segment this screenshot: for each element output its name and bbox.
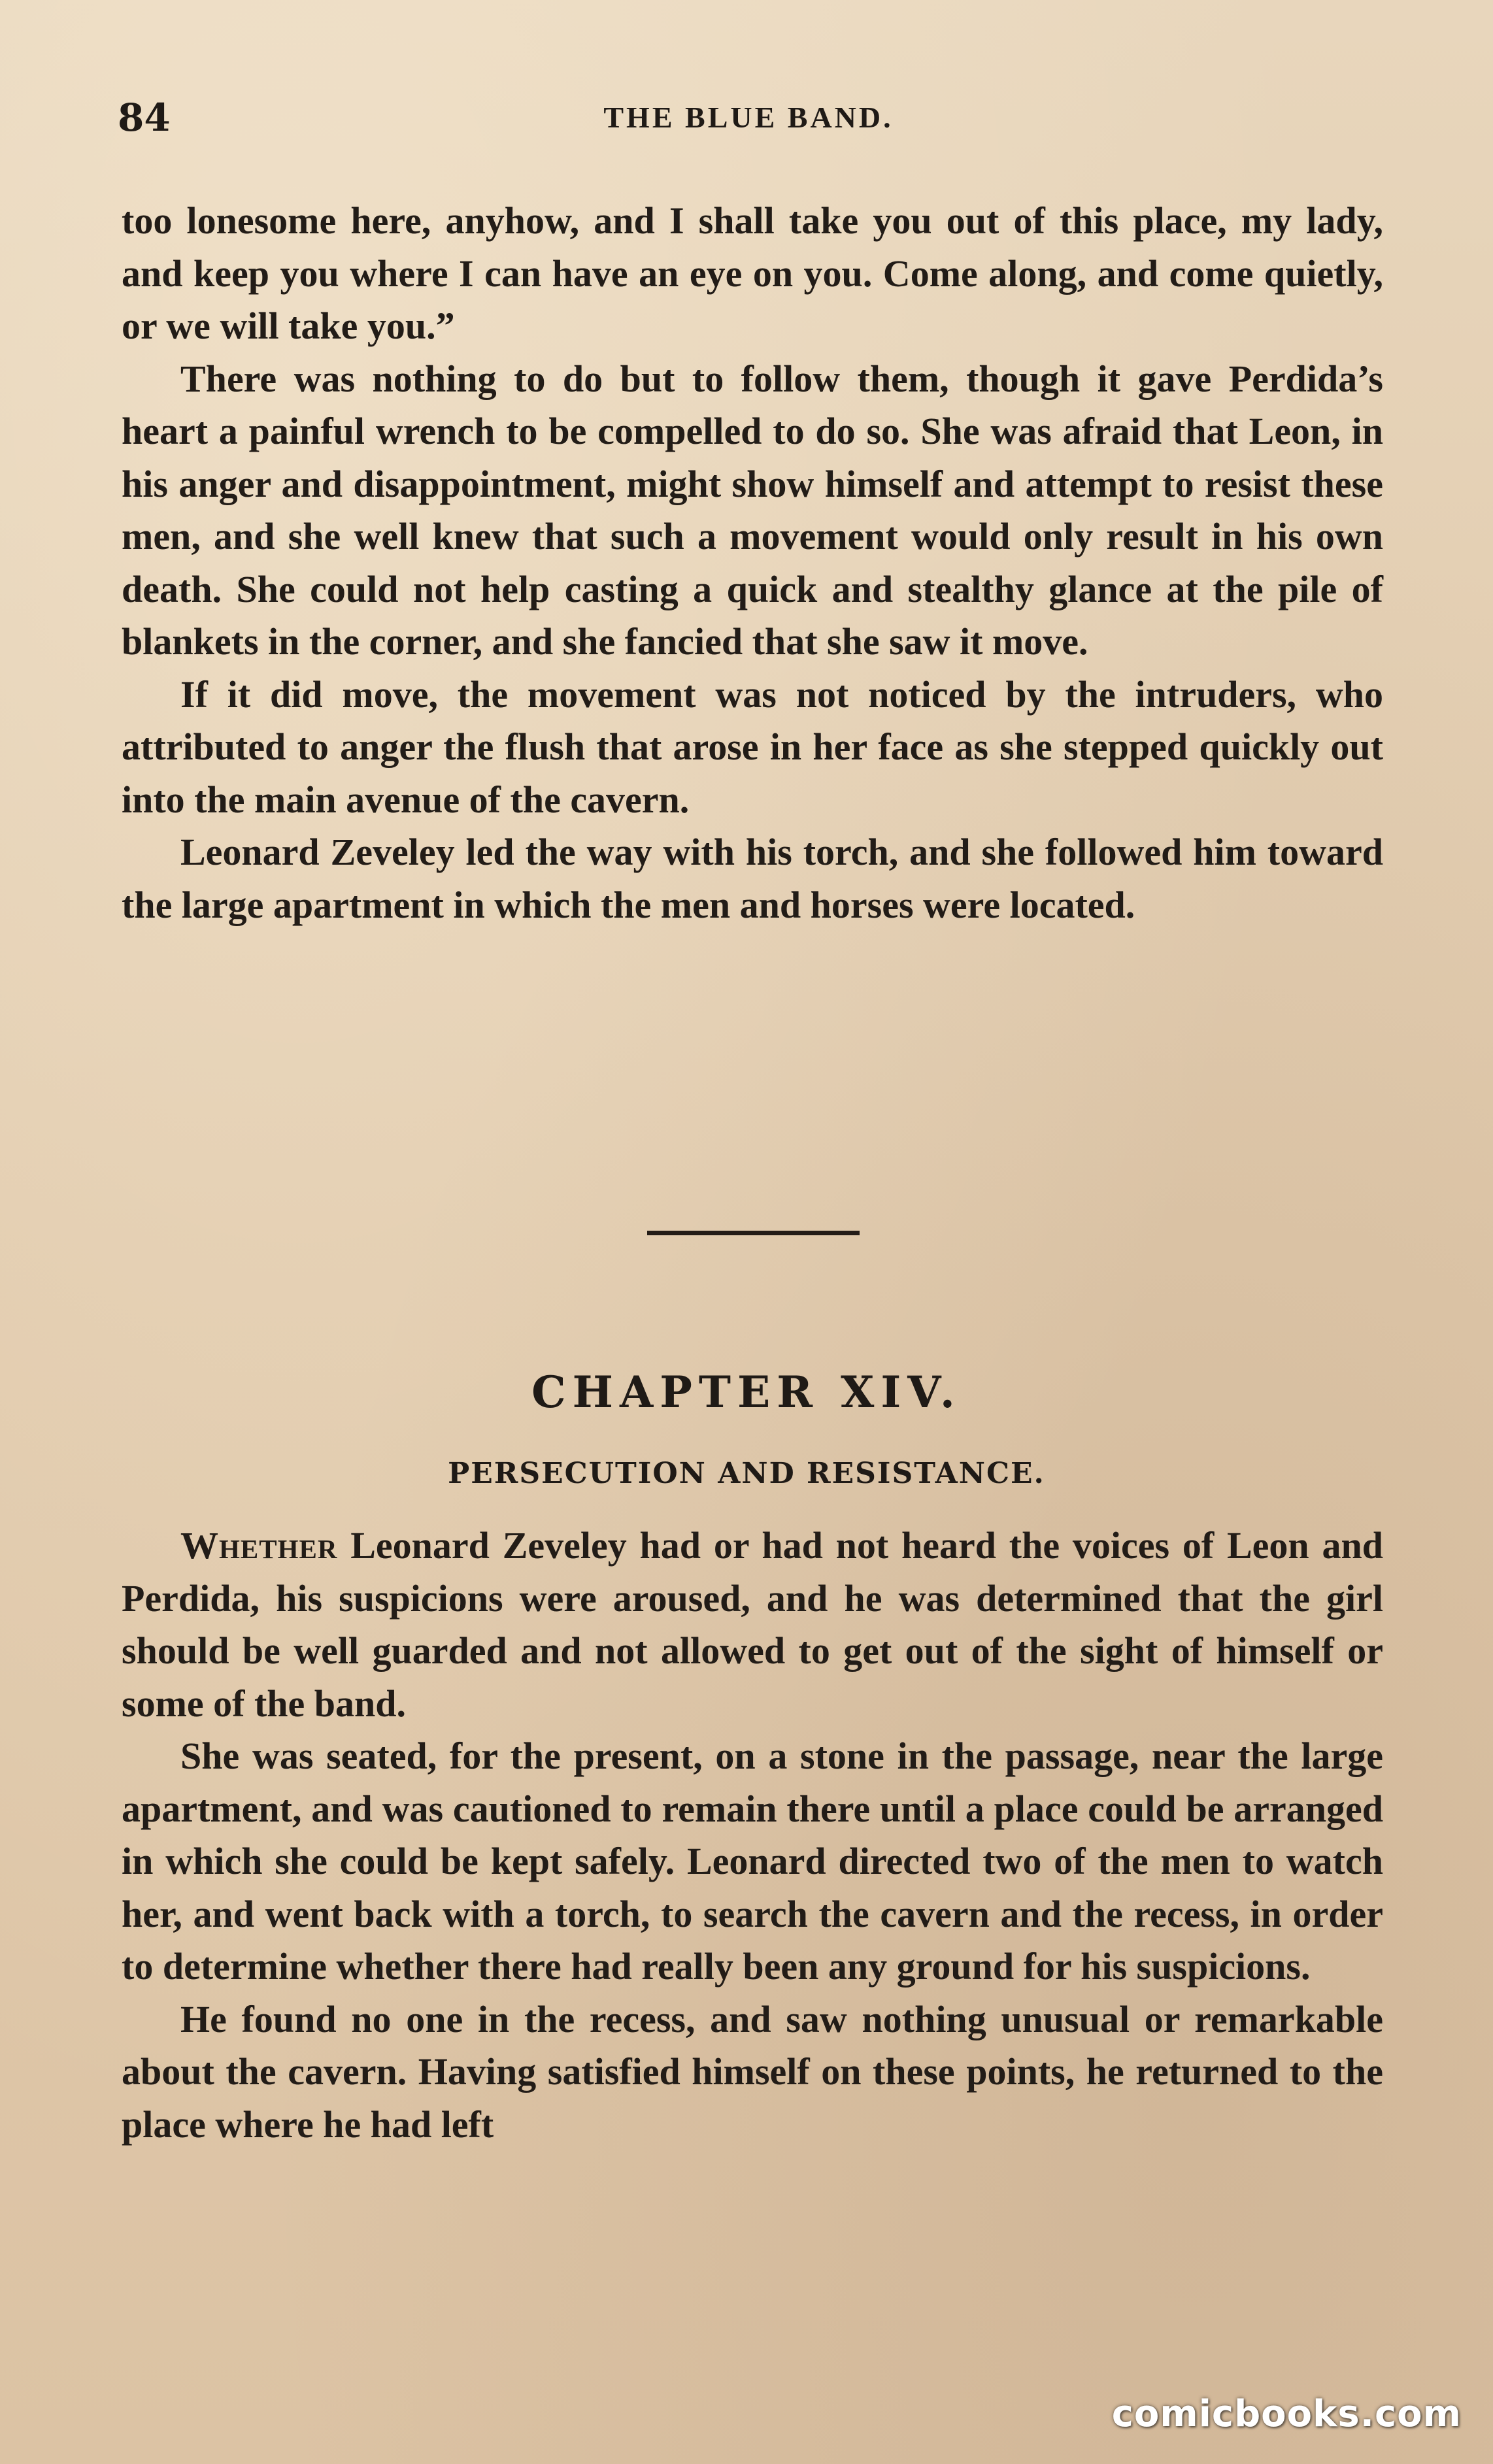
site-watermark: comicbooks.com <box>1111 2393 1462 2435</box>
paragraph: If it did move, the movement was not noticed by the intruders, who attributed to anger the flush that arose in her face as she stepped quickly out into the main avenue of the cavern. <box>122 673 1383 821</box>
paragraph: There was nothing to do but to follow them, though it gave Perdida’s heart a painful wrench to be compelled to do so. She was afraid that Leon, in his anger and disappointment, might show himself and attempt to resist these men, and she well knew that such a movement would only result in his own death. She could not help casting a quick and stealthy glance at the pile of blankets in the corner, and she fancied that she saw it move. <box>122 357 1383 663</box>
section-1-text <box>122 195 1383 931</box>
page-number: 84 <box>118 95 171 140</box>
chapter-lead-word: Whether <box>180 1524 338 1567</box>
running-head <box>118 92 1379 144</box>
paragraph-text: Leonard Zeveley had or had not heard the voices of Leon and Perdida, his suspicions were aroused, and he was determined that the girl should be well guarded and not allowed to get out of the sight of himself or some of the band. <box>122 1524 1383 1725</box>
section-divider <box>647 1231 860 1235</box>
paragraph: too lonesome here, anyhow, and I shall take you out of this place, my lady, and keep you where I can have an eye on you. Come along, and come quietly, or we will take you.” <box>122 199 1383 347</box>
paragraph <box>122 1520 1383 1730</box>
paragraph: He found no one in the recess, and saw nothing unusual or remarkable about the cavern. Having satisfied himself on these points, he returned to the place where he had left <box>122 1997 1383 2146</box>
section-2-text <box>122 1520 1383 2151</box>
paragraph: Leonard Zeveley led the way with his torch, and she followed him toward the large apartment in which the men and horses were located. <box>122 831 1383 926</box>
chapter-subtitle: PERSECUTION AND RESISTANCE. <box>448 1457 1045 1490</box>
chapter-title: CHAPTER XIV. <box>531 1367 962 1418</box>
paragraph: She was seated, for the present, on a stone in the passage, near the large apartment, and was cautioned to remain there until a place could be arranged in which she could be kept safely. Leonard directed two of the men to watch her, and went back with a torch, to search the cavern and the recess, in order to determine whether there had really been any ground for his suspicions. <box>122 1735 1383 1988</box>
book-title: THE BLUE BAND. <box>603 101 894 134</box>
